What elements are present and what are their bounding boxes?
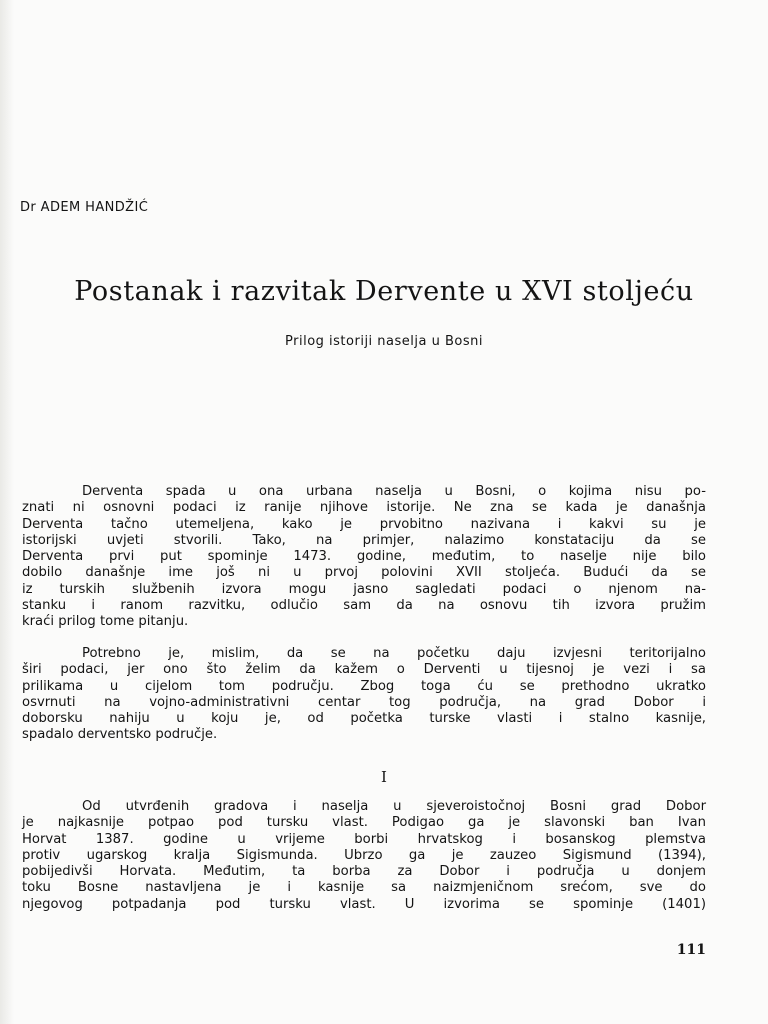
text-line: Derventa prvi put spominje 1473. godine, međutim, to naselje nije bilo xyxy=(22,549,706,565)
text-line: spadalo derventsko područje. xyxy=(22,727,218,743)
text-line: kraći prilog tome pitanju. xyxy=(22,614,189,630)
paragraph-2 xyxy=(22,646,706,744)
text-line: toku Bosne nastavljena je i kasnije sa naizmjeničnom srećom, sve do xyxy=(22,880,706,896)
page-number: 111 xyxy=(676,942,706,958)
text-line: stanku i ranom razvitku, odlučio sam da na osnovu tih izvora pružim xyxy=(22,598,706,614)
text-line: pobijedivši Horvata. Međutim, ta borba za Dobor i područja u donjem xyxy=(22,864,706,880)
text-line: znati ni osnovni podaci iz ranije njihove istorije. Ne zna se kada je današnja xyxy=(22,500,706,516)
text-line: istorijski uvjeti stvorili. Tako, na primjer, nalazimo konstataciju da se xyxy=(22,532,706,548)
paragraph-1 xyxy=(22,484,706,631)
text-line: doborsku nahiju u koju je, od početka turske vlasti i stalno kasnije, xyxy=(22,711,706,727)
text-line: širi podaci, jer ono što želim da kažem o Derventi u tijesnoj je vezi i sa xyxy=(22,662,706,678)
page-edge-shadow xyxy=(0,0,14,1024)
author-name: Dr ADEM HANDŽIĆ xyxy=(20,200,149,215)
article-subtitle: Prilog istoriji naselja u Bosni xyxy=(285,334,483,349)
text-line: iz turskih službenih izvora mogu jasno sagledati podaci o njenom na- xyxy=(22,581,706,597)
text-line: Horvat 1387. godine u vrijeme borbi hrvatskog i bosanskog plemstva xyxy=(22,831,706,847)
text-line: dobilo današnje ime još ni u prvoj polovini XVII stoljeća. Budući da se xyxy=(22,565,706,581)
text-line: njegovog potpadanja pod tursku vlast. U izvorima se spominje (1401) xyxy=(22,896,706,912)
text-line: Derventa spada u ona urbana naselja u Bosni, o kojima nisu po- xyxy=(82,484,706,499)
section-number: I xyxy=(381,768,387,786)
text-line: osvrnuti na vojno-administrativni centar tog područja, na grad Dobor i xyxy=(22,694,706,710)
text-line: prilikama u cijelom tom području. Zbog toga ću se prethodno ukratko xyxy=(22,678,706,694)
text-line: je najkasnije potpao pod tursku vlast. Podigao ga je slavonski ban Ivan xyxy=(22,815,706,831)
text-line: Derventa tačno utemeljena, kako je prvobitno nazivana i kakvi su je xyxy=(22,516,706,532)
text-line: protiv ugarskog kralja Sigismunda. Ubrzo ga je zauzeo Sigismund (1394), xyxy=(22,847,706,863)
paragraph-3 xyxy=(22,799,706,913)
text-line: Od utvrđenih gradova i naselja u sjeveroistočnoj Bosni grad Dobor xyxy=(82,799,706,814)
text-line: Potrebno je, mislim, da se na početku daju izvjesni teritorijalno xyxy=(82,646,706,661)
article-title: Postanak i razvitak Dervente u XVI stoljeću xyxy=(74,276,694,307)
